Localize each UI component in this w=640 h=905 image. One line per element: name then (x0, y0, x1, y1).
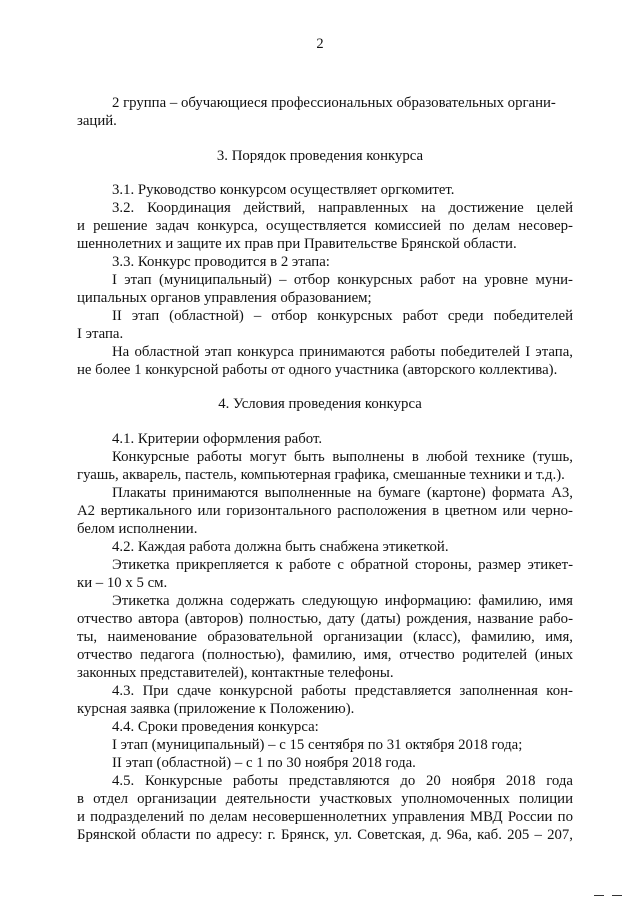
text-line: На областной этап конкурса принимаются работы победителей I этапа, (112, 344, 573, 360)
text-line: Конкурсные работы могут быть выполнены в любой технике (тушь, (112, 449, 573, 465)
text-line: законных представителей), контактные телефоны. (77, 665, 394, 681)
scan-mark (594, 895, 604, 896)
text-line: шеннолетних и защите их прав при Правительстве Брянской области. (77, 236, 517, 252)
text-line: Плакаты принимаются выполненные на бумаге (картоне) формата А3, (112, 485, 573, 501)
text-line: I этапа. (77, 326, 124, 342)
text-line: курсная заявка (приложение к Положению). (77, 701, 355, 717)
text-line: 3.1. Руководство конкурсом осуществляет оргкомитет. (112, 182, 455, 198)
text-line: I этап (муниципальный) – отбор конкурсных работ на уровне муни- (112, 272, 573, 288)
text-line: I этап (муниципальный) – с 15 сентября по 31 октября 2018 года; (112, 737, 523, 753)
page-number: 2 (316, 36, 324, 52)
text-line: II этап (областной) – с 1 по 30 ноября 2018 года. (112, 755, 416, 771)
text-line: белом исполнении. (77, 521, 198, 537)
text-line: 2 группа – обучающиеся профессиональных образовательных органи- (112, 95, 556, 111)
text-line: 3.3. Конкурс проводится в 2 этапа: (112, 254, 330, 270)
section-heading-4: 4. Условия проведения конкурса (218, 396, 422, 412)
text-line: 4.4. Сроки проведения конкурса: (112, 719, 319, 735)
text-line: и решение задач конкурса, осуществляется комиссией по делам несовер- (77, 218, 573, 234)
text-line: отчество педагога (полностью), фамилию, имя, отчество родителей (иных (77, 647, 573, 663)
text-line: 4.1. Критерии оформления работ. (112, 431, 323, 447)
section-heading-3: 3. Порядок проведения конкурса (216, 148, 424, 164)
text-line: ципальных органов управления образованием; (77, 290, 372, 306)
scan-mark (612, 895, 622, 896)
text-line: Этикетка прикрепляется к работе с обратной стороны, размер этикет- (112, 557, 573, 573)
text-line: и подразделений по делам несовершеннолетних управления МВД России по (77, 809, 573, 825)
text-line: 4.2. Каждая работа должна быть снабжена этикеткой. (112, 539, 449, 555)
text-line: Брянской области по адресу: г. Брянск, ул. Советская, д. 96а, каб. 205 – 207, (77, 827, 573, 843)
text-line: гуашь, акварель, пастель, компьютерная графика, смешанные техники и т.д.). (77, 467, 565, 483)
text-line: 4.3. При сдаче конкурсной работы представляется заполненная кон- (112, 683, 573, 699)
text-line: заций. (77, 113, 117, 129)
text-line: в отдел организации деятельности участковых уполномоченных полиции (77, 791, 573, 807)
text-line: Этикетка должна содержать следующую информацию: фамилию, имя (112, 593, 573, 609)
text-line: А2 вертикального или горизонтального расположения в цветном или черно- (77, 503, 573, 519)
text-line: ты, наименование образовательной организации (класс), фамилию, имя, (77, 629, 573, 645)
text-line: не более 1 конкурсной работы от одного участника (авторского коллектива). (77, 362, 558, 378)
text-line: ки – 10 х 5 см. (77, 575, 168, 591)
text-line: отчество автора (авторов) полностью, дату (даты) рождения, название рабо- (77, 611, 573, 627)
text-line: 4.5. Конкурсные работы представляются до 20 ноября 2018 года (112, 773, 573, 789)
text-line: II этап (областной) – отбор конкурсных работ среди победителей (112, 308, 573, 324)
text-line: 3.2. Координация действий, направленных на достижение целей (112, 200, 573, 216)
